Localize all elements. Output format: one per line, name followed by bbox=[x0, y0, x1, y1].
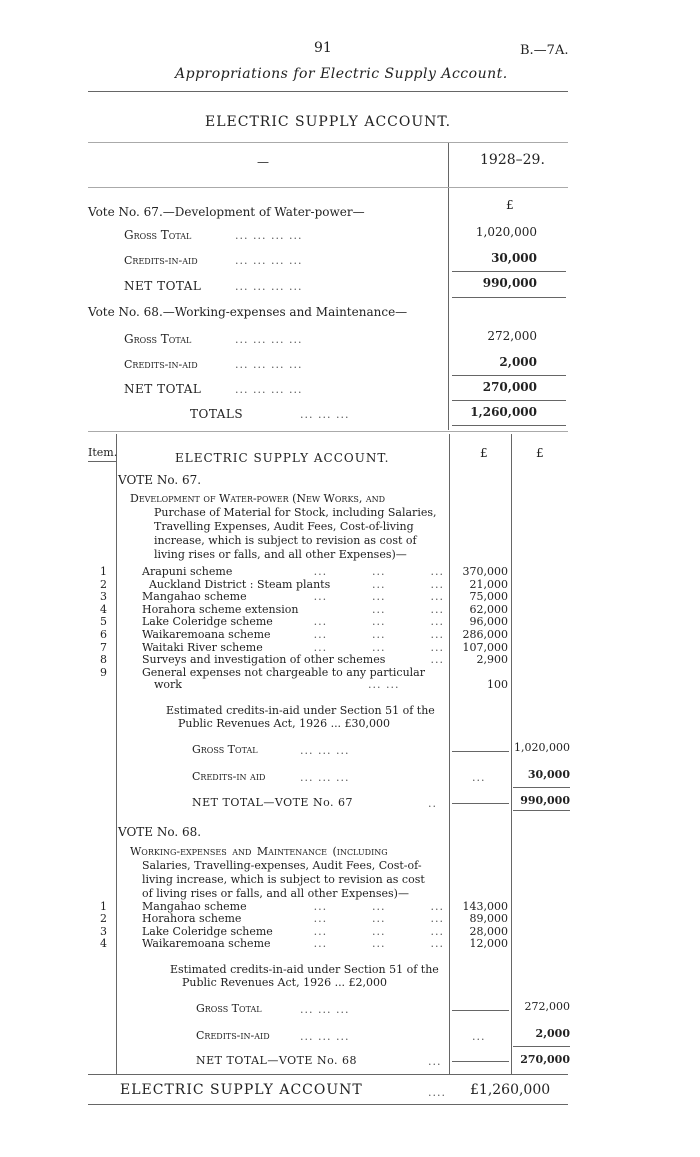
item-amount: 143,000 bbox=[462, 900, 508, 913]
summary-vote68-label: Vote No. 68.—Working-expenses and Maintenance— bbox=[88, 305, 408, 319]
summary-header-rule bbox=[88, 187, 568, 188]
header-rule bbox=[88, 91, 568, 92]
summary-vote67-total-rule bbox=[452, 297, 566, 298]
vote68-desc-line: of living rises or falls, and all other Expenses)— bbox=[142, 887, 409, 900]
summary-vote67-gross: 1,020,000 bbox=[475, 225, 537, 239]
item-label: Surveys and investigation of other schemes bbox=[142, 653, 386, 667]
item-amount: 107,000 bbox=[462, 640, 508, 654]
document-reference: B.—7A. bbox=[520, 43, 569, 58]
summary-dots: ... ... ... ... bbox=[235, 358, 303, 371]
vote67-dots: .. bbox=[428, 797, 437, 810]
detail-item-header-rule bbox=[88, 461, 116, 462]
item-amount: 370,000 bbox=[462, 565, 508, 578]
summary-vote67-subtotal-rule bbox=[452, 271, 566, 272]
vote67-item9-dots: ... ... bbox=[368, 678, 400, 691]
summary-totals: 1,260,000 bbox=[470, 405, 537, 419]
vote67-dots: ... ... ... bbox=[300, 771, 350, 784]
item-label: Mangahao scheme bbox=[142, 590, 247, 604]
vote68-credits-note: Estimated credits-in-aid under Section 51 of the bbox=[170, 963, 439, 976]
item-label: Mangahao scheme bbox=[142, 900, 247, 913]
vote67-credits-note: Estimated credits-in-aid under Section 51 of the bbox=[166, 704, 435, 717]
vote67-desc-line: Development of Water-power (New Works, and bbox=[130, 492, 386, 505]
vote67-desc-line: living rises or falls, and all other Expenses)— bbox=[154, 548, 407, 561]
vote67-credits-label: Credits-in aid bbox=[192, 770, 266, 783]
vote67-credits-note: Public Revenues Act, 1926 ... £30,000 bbox=[178, 717, 391, 730]
item-number: 1 bbox=[100, 565, 107, 578]
item-number: 3 bbox=[100, 924, 107, 938]
detail-item-header: Item. bbox=[88, 446, 118, 459]
vote67-credits: 30,000 bbox=[527, 768, 570, 781]
vote68-credits-rule bbox=[513, 1046, 570, 1047]
vote68-dots: ... ... ... bbox=[300, 1030, 350, 1043]
vote67-heading: VOTE No. 67. bbox=[118, 473, 202, 487]
vote68-desc-line: Salaries, Travelling-expenses, Audit Fees, Cost-of- bbox=[142, 859, 422, 872]
grand-total-bottom-rule bbox=[88, 1104, 568, 1105]
item-amount: 62,000 bbox=[469, 602, 508, 616]
item-dots: ... ... ... bbox=[313, 590, 444, 604]
item-amount: 286,000 bbox=[462, 628, 508, 641]
detail-item-divider bbox=[116, 434, 117, 1074]
vote68-heading: VOTE No. 68. bbox=[118, 825, 202, 839]
item-dots: ... ... ... bbox=[313, 900, 444, 913]
item-label: Auckland District : Steam plants bbox=[142, 577, 331, 591]
summary-vote68-gross: 272,000 bbox=[487, 329, 537, 343]
grand-total-amount: £1,260,000 bbox=[470, 1082, 551, 1098]
vote67-gross: 1,020,000 bbox=[514, 741, 570, 754]
vote67-net-underline bbox=[513, 810, 570, 811]
item-amount: 12,000 bbox=[469, 936, 508, 950]
item-number: 8 bbox=[100, 653, 107, 667]
summary-vote67-gross-label: Gross Total bbox=[124, 228, 192, 242]
item-amount: 96,000 bbox=[469, 615, 508, 629]
summary-dots: ... ... ... ... bbox=[235, 383, 303, 396]
detail-col1-divider bbox=[449, 434, 450, 1074]
summary-totals-label: TOTALS bbox=[190, 407, 244, 421]
item-number: 2 bbox=[100, 912, 107, 926]
page-number: 91 bbox=[314, 40, 332, 56]
item-number: 2 bbox=[100, 577, 107, 591]
item-dots: ... bbox=[430, 653, 444, 667]
grand-total-dots: .... bbox=[428, 1086, 446, 1099]
vote68-net-label: NET TOTAL—VOTE No. 68 bbox=[196, 1054, 358, 1067]
item-amount: 28,000 bbox=[469, 924, 508, 938]
detail-currency-2: £ bbox=[536, 446, 544, 460]
grand-total-label: ELECTRIC SUPPLY ACCOUNT bbox=[120, 1082, 363, 1098]
vote67-desc-line: Purchase of Material for Stock, including Salaries, bbox=[154, 506, 437, 519]
vote68-credits-note: Public Revenues Act, 1926 ... £2,000 bbox=[182, 976, 388, 989]
item-number: 9 bbox=[100, 665, 107, 679]
summary-vote67-credits: 30,000 bbox=[491, 251, 537, 265]
vote68-dots: ... ... ... bbox=[300, 1003, 350, 1016]
vote67-item9-continuation: work bbox=[154, 678, 182, 691]
item-label: Arapuni scheme bbox=[142, 565, 233, 578]
item-dots: ... ... ... bbox=[313, 628, 444, 641]
item-number: 7 bbox=[100, 640, 107, 654]
detail-col2-divider bbox=[511, 434, 512, 1074]
item-dots: ... ... ... bbox=[313, 936, 444, 950]
item-label: Waikaremoana scheme bbox=[142, 628, 271, 641]
item-number: 4 bbox=[100, 602, 107, 616]
item-label: Waikaremoana scheme bbox=[142, 936, 271, 950]
vote67-gross-label: Gross Total bbox=[192, 743, 258, 756]
summary-vote67-net: 990,000 bbox=[482, 276, 537, 290]
item-label: Waitaki River scheme bbox=[142, 640, 263, 654]
vote68-gross-label: Gross Total bbox=[196, 1002, 262, 1015]
item-number: 6 bbox=[100, 628, 107, 641]
summary-stub-header: — bbox=[257, 155, 269, 169]
summary-vote68-gross-label: Gross Total bbox=[124, 332, 192, 346]
item-dots: ... ... ... bbox=[313, 565, 444, 578]
summary-dots: ... ... ... bbox=[300, 408, 350, 421]
item-dots: ... ... bbox=[372, 577, 444, 591]
item-dots: ... ... ... bbox=[313, 924, 444, 938]
item-number: 5 bbox=[100, 615, 107, 629]
vote68-dots: ... bbox=[428, 1055, 442, 1068]
item-dots: ... ... ... bbox=[313, 615, 444, 629]
summary-dots: ... ... ... ... bbox=[235, 333, 303, 346]
summary-vote67-net-label: NET TOTAL bbox=[124, 279, 202, 293]
summary-vote68-credits: 2,000 bbox=[499, 355, 537, 369]
running-title: Appropriations for Electric Supply Account. bbox=[175, 66, 508, 82]
vote67-net-label: NET TOTAL—VOTE No. 67 bbox=[192, 796, 354, 809]
item-label: Lake Coleridge scheme bbox=[142, 615, 273, 629]
summary-dots: ... ... ... ... bbox=[235, 254, 303, 267]
summary-dots: ... ... ... ... bbox=[235, 229, 303, 242]
item-number: 3 bbox=[100, 590, 107, 604]
item-number: 1 bbox=[100, 900, 107, 913]
summary-vote68-credits-label: Credits-in-aid bbox=[124, 358, 198, 371]
summary-dots: ... ... ... ... bbox=[235, 280, 303, 293]
vote68-net-rule bbox=[452, 1061, 509, 1062]
vote68-desc-line: living increase, which is subject to revision as cost bbox=[142, 873, 425, 886]
item-dots: ... ... ... bbox=[313, 640, 444, 654]
item-amount: 75,000 bbox=[469, 590, 508, 604]
summary-title: ELECTRIC SUPPLY ACCOUNT. bbox=[205, 114, 452, 130]
summary-vote68-net-label: NET TOTAL bbox=[124, 382, 202, 396]
vote67-net: 990,000 bbox=[520, 794, 570, 807]
item-label: Horahora scheme extension bbox=[142, 602, 299, 616]
summary-top-rule bbox=[88, 142, 568, 143]
item-number: 4 bbox=[100, 936, 107, 950]
vote68-credits-label: Credits-in-aid bbox=[196, 1029, 270, 1042]
vote67-net-rule bbox=[452, 803, 509, 804]
vote67-gross-rule bbox=[452, 751, 509, 752]
item-dots: ... ... ... bbox=[313, 912, 444, 926]
item-amount: 89,000 bbox=[469, 912, 508, 926]
item-label: General expenses not chargeable to any particular bbox=[142, 665, 425, 679]
vote67-dots: ... ... ... bbox=[300, 744, 350, 757]
vote67-credits-col1-dots: ... bbox=[472, 771, 486, 784]
summary-vote68-total-rule bbox=[452, 400, 566, 401]
item-amount: 21,000 bbox=[469, 577, 508, 591]
vote67-desc-line: Travelling Expenses, Audit Fees, Cost-of-living bbox=[154, 520, 414, 533]
summary-year-header: 1928–29. bbox=[480, 152, 545, 168]
detail-currency-1: £ bbox=[480, 446, 488, 460]
vote67-item9-amount: 100 bbox=[487, 678, 508, 691]
detail-title: ELECTRIC SUPPLY ACCOUNT. bbox=[175, 451, 390, 465]
vote67-credits-rule bbox=[513, 787, 570, 788]
summary-vote67-credits-label: Credits-in-aid bbox=[124, 254, 198, 267]
grand-total-top-rule bbox=[88, 1074, 568, 1075]
vote68-credits: 2,000 bbox=[535, 1027, 570, 1040]
summary-vote68-subtotal-rule bbox=[452, 375, 566, 376]
summary-totals-rule bbox=[452, 425, 566, 426]
vote68-gross-rule bbox=[452, 1010, 509, 1011]
item-amount: 2,900 bbox=[476, 653, 508, 667]
summary-vote68-net: 270,000 bbox=[482, 380, 537, 394]
item-label: Horahora scheme bbox=[142, 912, 242, 926]
vote68-credits-col1-dots: ... bbox=[472, 1030, 486, 1043]
summary-bottom-rule bbox=[88, 431, 568, 432]
vote68-gross: 272,000 bbox=[524, 1000, 570, 1013]
vote68-desc-line: Working-expenses and Maintenance (including bbox=[130, 845, 388, 858]
summary-vote67-label: Vote No. 67.—Development of Water-power— bbox=[88, 205, 365, 219]
item-dots: ... ... bbox=[372, 602, 444, 616]
vote67-desc-line: increase, which is subject to revision as cost of bbox=[154, 534, 417, 547]
item-label: Lake Coleridge scheme bbox=[142, 924, 273, 938]
vote68-net: 270,000 bbox=[520, 1053, 570, 1066]
summary-currency: £ bbox=[506, 198, 514, 212]
